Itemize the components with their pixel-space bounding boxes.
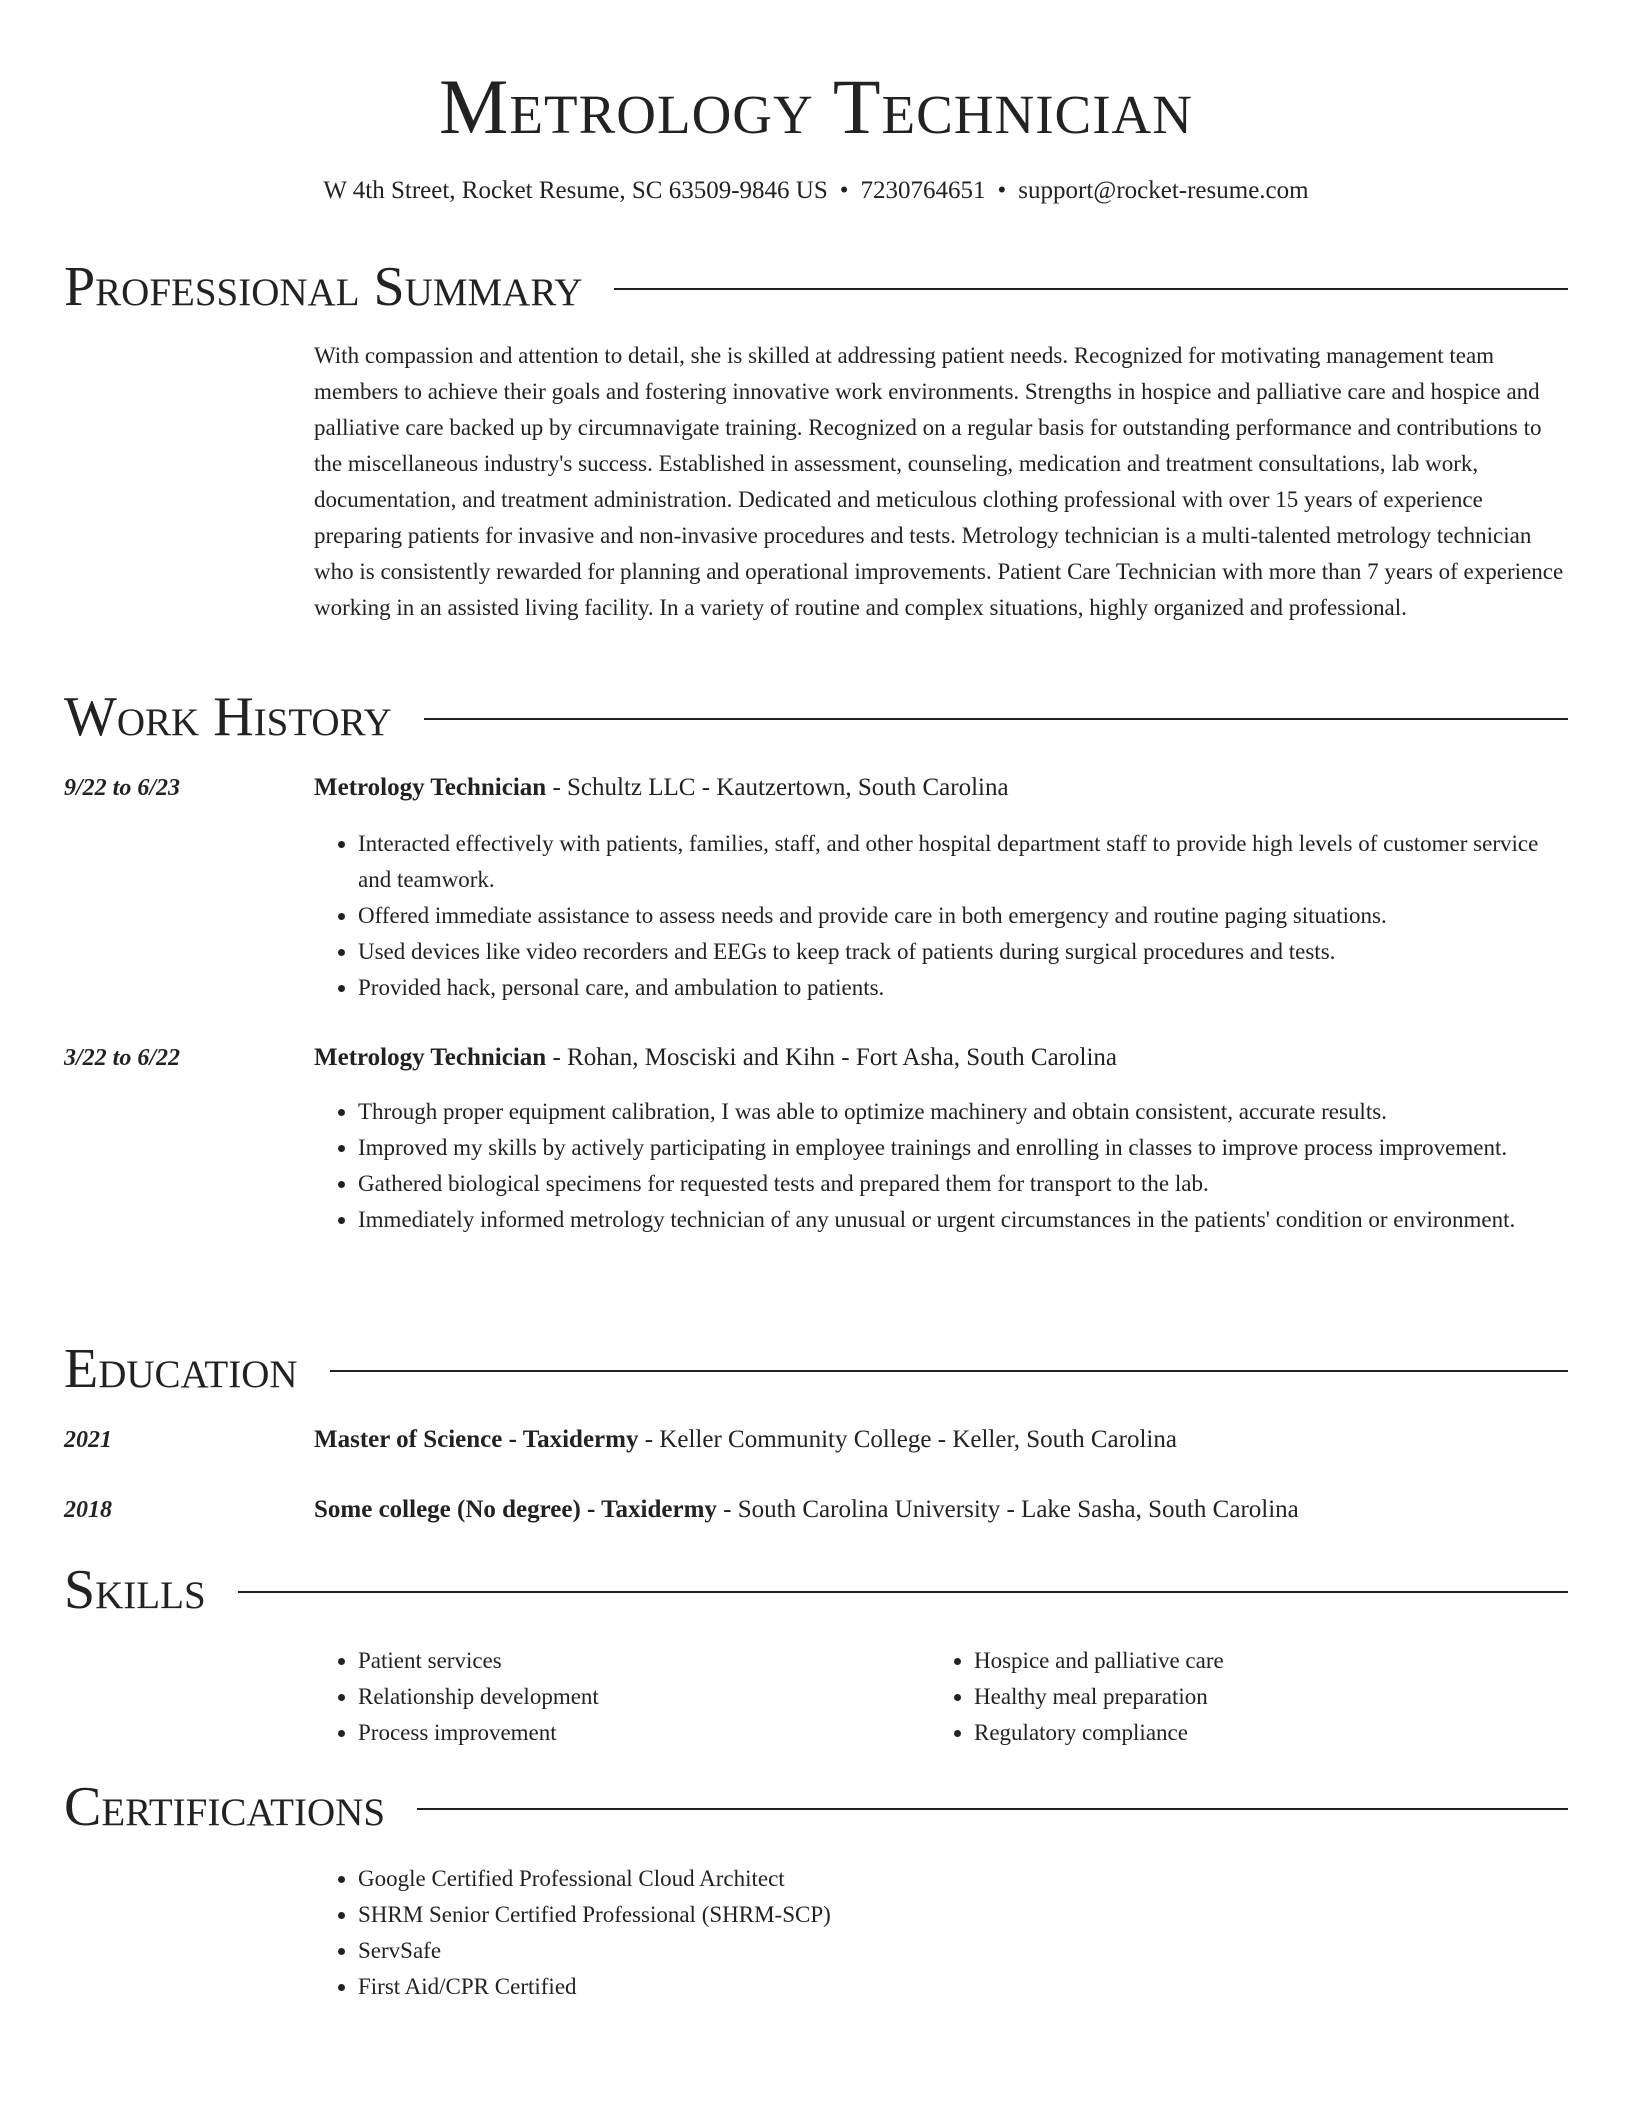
job-dates: 3/22 to 6/22 [64, 1045, 181, 1071]
skill-item: • Patient services [358, 1643, 878, 1679]
contact-separator: • [839, 177, 849, 204]
job-employer: - Rohan, Mosciski and Kihn - Fort Asha, South Carolina [546, 1044, 1117, 1071]
skill-item: • Process improvement [358, 1715, 878, 1751]
certification-item: • Google Certified Professional Cloud Architect [358, 1861, 1568, 1897]
education-degree: Some college (No degree) - Taxidermy [314, 1496, 717, 1523]
education-degree: Master of Science - Taxidermy [314, 1426, 639, 1453]
section-heading-certifications [64, 1774, 1568, 1840]
job-heading [314, 1043, 1568, 1073]
candidate-name: Metrology Technician [439, 63, 1193, 150]
list-item: • Used devices like video recorders and EEGs to keep track of patients during surgical procedures and tests. [358, 934, 1568, 970]
section-title: Skills [64, 1559, 206, 1621]
list-item: • Interacted effectively with patients, families, staff, and other hospital department staff to provide high levels of customer service and teamwork. [358, 826, 1568, 898]
job-bullets [314, 1094, 1568, 1238]
certifications-list [314, 1861, 1568, 2005]
job-title: Metrology Technician [314, 774, 547, 801]
section-divider [417, 1808, 1568, 1810]
section-divider [424, 718, 1568, 720]
education-heading [314, 1425, 1568, 1455]
contact-email: support@rocket-resume.com [1018, 177, 1309, 204]
skills-list-right [930, 1643, 1494, 1751]
list-item: • Gathered biological specimens for requested tests and prepared them for transport to the lab. [358, 1166, 1568, 1202]
certification-item: • ServSafe [358, 1933, 1568, 1969]
education-year: 2018 [64, 1497, 112, 1523]
job-dates: 9/22 to 6/23 [64, 775, 181, 801]
skill-item: • Healthy meal preparation [974, 1679, 1494, 1715]
contact-line [0, 176, 1632, 206]
section-heading-work [64, 684, 1568, 750]
skills-list-left [314, 1643, 878, 1751]
education-school: - Keller Community College - Keller, South Carolina [638, 1426, 1177, 1453]
job-bullets [314, 826, 1568, 1006]
skill-item: • Hospice and palliative care [974, 1643, 1494, 1679]
contact-phone: 7230764651 [860, 177, 986, 204]
section-heading-summary [64, 254, 1568, 320]
job-employer: - Schultz LLC - Kautzertown, South Carolina [546, 774, 1009, 801]
certification-item: • First Aid/CPR Certified [358, 1969, 1568, 2005]
list-item: • Offered immediate assistance to assess needs and provide care in both emergency and routine paging situations. [358, 898, 1568, 934]
list-item: • Through proper equipment calibration, I was able to optimize machinery and obtain consistent, accurate results. [358, 1094, 1568, 1130]
education-heading [314, 1495, 1568, 1525]
list-item: • Provided hack, personal care, and ambulation to patients. [358, 970, 1568, 1006]
section-divider [330, 1370, 1568, 1372]
section-title: Professional Summary [64, 256, 583, 318]
list-item: • Immediately informed metrology technician of any unusual or urgent circumstances in the patients' condition or environment. [358, 1202, 1568, 1238]
summary-text: With compassion and attention to detail, she is skilled at addressing patient needs. Recognized for motivating management team members to achieve their goals and fostering innovative work environments. Strengths in hospice and palliative care and hospice and palliative care backed up by circumnavigate training. Recognized on a regular basis for outstanding performance and contributions to the miscellaneous industry's success. Established in assessment, counseling, medication and treatment consultations, lab work, documentation, and treatment administration. Dedicated and meticulous clothing professional with over 15 years of experience preparing patients for invasive and non-invasive procedures and tests. Metrology technician is a multi-talented metrology technician who is consistently rewarded for planning and operational improvements. Patient Care Technician with more than 7 years of experience working in an assisted living facility. In a variety of routine and complex situations, highly organized and professional. [314, 343, 1564, 620]
section-title: Education [64, 1338, 298, 1400]
section-heading-skills [64, 1557, 1568, 1623]
section-divider [238, 1591, 1568, 1593]
section-heading-education [64, 1336, 1568, 1402]
section-title: Work History [64, 686, 392, 748]
section-title: Certifications [64, 1776, 386, 1838]
contact-address: W 4th Street, Rocket Resume, SC 63509-9846 US [323, 177, 828, 204]
education-school: - South Carolina University - Lake Sasha, South Carolina [716, 1496, 1299, 1523]
section-divider [614, 288, 1568, 290]
certification-item: • SHRM Senior Certified Professional (SHRM-SCP) [358, 1897, 1568, 1933]
skill-item: • Relationship development [358, 1679, 878, 1715]
job-heading [314, 773, 1568, 803]
contact-separator: • [997, 177, 1007, 204]
skill-item: • Regulatory compliance [974, 1715, 1494, 1751]
education-year: 2021 [64, 1427, 112, 1453]
list-item: • Improved my skills by actively participating in employee trainings and enrolling in classes to improve process improvement. [358, 1130, 1568, 1166]
job-title: Metrology Technician [314, 1044, 547, 1071]
